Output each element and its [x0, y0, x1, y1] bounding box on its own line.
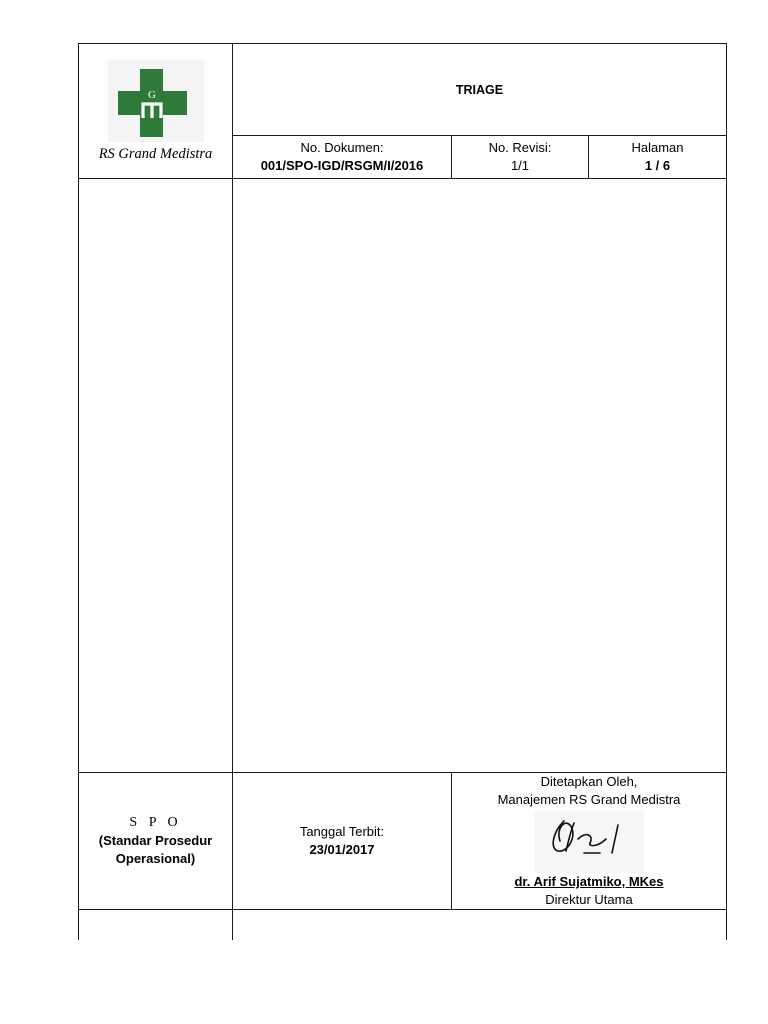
issue-date-value: 23/01/2017 — [309, 842, 375, 857]
page-label: Halaman — [631, 140, 684, 155]
border-footer-bottom — [78, 909, 727, 910]
issue-date-label: Tanggal Terbit: — [299, 824, 385, 839]
signature-image — [534, 811, 644, 873]
svg-text:G: G — [147, 89, 156, 101]
page-cell — [589, 136, 726, 178]
spo-line-2: Operasional) — [115, 851, 196, 866]
border-right — [726, 43, 727, 940]
hospital-cross-logo — [106, 60, 206, 142]
doc-number-label: No. Dokumen: — [300, 140, 384, 155]
spo-line-1: (Standar Prosedur — [98, 833, 213, 848]
doc-number-cell — [233, 136, 451, 178]
document-title: TRIAGE — [455, 82, 504, 97]
approval-cell — [452, 773, 726, 909]
spo-cell — [79, 773, 232, 909]
signer-name: dr. Arif Sujatmiko, MKes — [514, 874, 664, 889]
hospital-name: RS Grand Medistra — [98, 146, 213, 162]
approved-line-2: Manajemen RS Grand Medistra — [497, 792, 681, 807]
spo-title: S P O — [129, 815, 182, 830]
revision-value: 1/1 — [510, 158, 530, 173]
revision-cell — [452, 136, 588, 178]
logo-cell — [79, 44, 232, 178]
signer-title: Direktur Utama — [545, 892, 633, 907]
page-value: 1 / 6 — [644, 158, 671, 173]
approved-line-1: Ditetapkan Oleh, — [540, 774, 638, 789]
issue-date-cell — [233, 773, 451, 909]
border-header-bottom — [78, 178, 727, 179]
revision-label: No. Revisi: — [488, 140, 552, 155]
doc-number-value: 001/SPO-IGD/RSGM/I/2016 — [260, 158, 424, 173]
